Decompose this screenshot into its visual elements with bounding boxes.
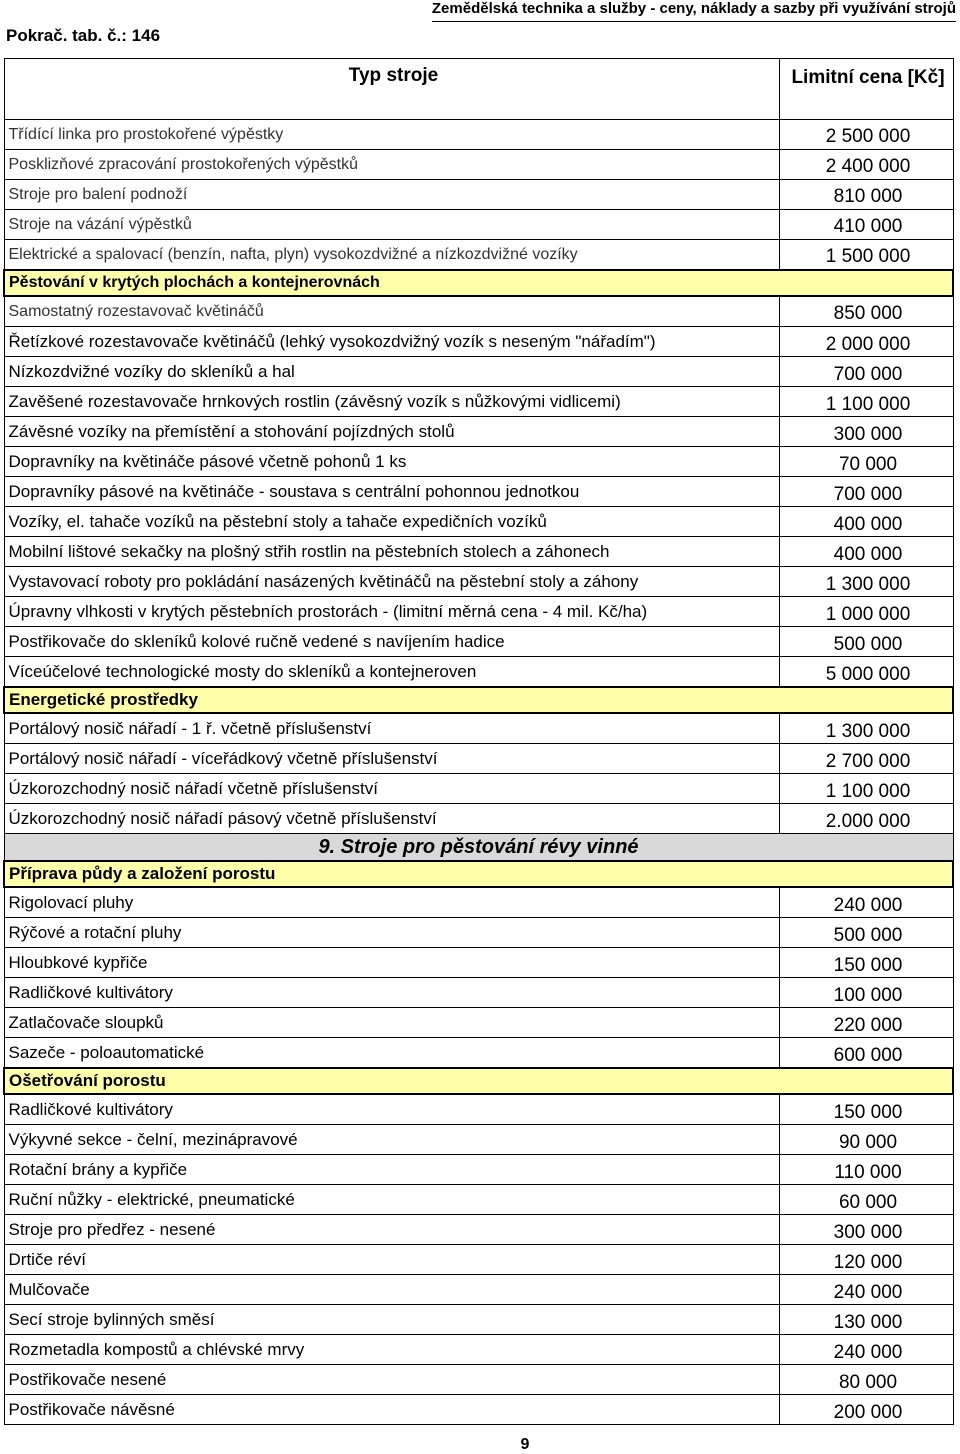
limit-price-cell: 850 000 (779, 296, 953, 327)
table-row (4, 1185, 953, 1215)
machine-type-cell: Nízkozdvižné vozíky do skleníků a hal (4, 357, 779, 387)
table-row (4, 1365, 953, 1395)
table-row (4, 597, 953, 627)
price-table (3, 58, 954, 1425)
machine-type-cell: Samostatný rozestavovač květináčů (4, 296, 779, 327)
table-row (4, 713, 953, 744)
column-header-price: Limitní cena [Kč] (779, 59, 953, 120)
limit-price-cell: 240 000 (779, 1335, 953, 1365)
table-row (4, 477, 953, 507)
page-number: 9 (520, 1436, 530, 1453)
limit-price-cell: 5 000 000 (779, 657, 953, 688)
table-row (4, 210, 953, 240)
machine-type-cell: Stroje pro balení podnoží (4, 180, 779, 210)
running-header: Zemědělská technika a služby - ceny, náklady a sazby při využívání strojů (432, 0, 956, 22)
machine-type-cell: Portálový nosič nářadí - víceřádkový včetně příslušenství (4, 744, 779, 774)
machine-type-cell: Secí stroje bylinných směsí (4, 1305, 779, 1335)
section-heading-greenhouse-label: Pěstování v krytých plochách a kontejnerovnách (4, 270, 953, 296)
table-row (4, 657, 953, 688)
limit-price-cell: 300 000 (779, 1215, 953, 1245)
machine-type-cell: Stroje pro předřez - nesené (4, 1215, 779, 1245)
table-row (4, 357, 953, 387)
limit-price-cell: 1 100 000 (779, 387, 953, 417)
limit-price-cell: 150 000 (779, 1094, 953, 1125)
machine-type-cell: Postřikovače do skleníků kolové ručně vedené s navíjením hadice (4, 627, 779, 657)
limit-price-cell: 240 000 (779, 887, 953, 918)
limit-price-cell: 300 000 (779, 417, 953, 447)
table-row (4, 1305, 953, 1335)
table-row (4, 567, 953, 597)
limit-price-cell: 400 000 (779, 537, 953, 567)
limit-price-cell: 500 000 (779, 918, 953, 948)
chapter-heading-label: 9. Stroje pro pěstování révy vinné (4, 834, 953, 862)
machine-type-cell: Rýčové a rotační pluhy (4, 918, 779, 948)
table-row (4, 774, 953, 804)
machine-type-cell: Rotační brány a kypřiče (4, 1155, 779, 1185)
section-heading-soil-label: Příprava půdy a založení porostu (4, 861, 953, 887)
table-row (4, 804, 953, 834)
table-row (4, 1395, 953, 1425)
machine-type-cell: Sazeče - poloautomatické (4, 1038, 779, 1069)
machine-type-cell: Stroje na vázání výpěstků (4, 210, 779, 240)
limit-price-cell: 100 000 (779, 978, 953, 1008)
machine-type-cell: Třídící linka pro prostokořené výpěstky (4, 120, 779, 150)
limit-price-cell: 1 000 000 (779, 597, 953, 627)
table-header-row (4, 59, 953, 120)
machine-type-cell: Víceúčelové technologické mosty do skleníků a kontejneroven (4, 657, 779, 688)
limit-price-cell: 70 000 (779, 447, 953, 477)
machine-type-cell: Ruční nůžky - elektrické, pneumatické (4, 1185, 779, 1215)
limit-price-cell: 1 300 000 (779, 567, 953, 597)
limit-price-cell: 2 700 000 (779, 744, 953, 774)
machine-type-cell: Elektrické a spalovací (benzín, nafta, plyn) vysokozdvižné a nízkozdvižné vozíky (4, 240, 779, 271)
table-row (4, 417, 953, 447)
table-row (4, 447, 953, 477)
machine-type-cell: Radličkové kultivátory (4, 1094, 779, 1125)
table-row (4, 507, 953, 537)
table-row (4, 1155, 953, 1185)
machine-type-cell: Úzkorozchodný nosič nářadí pásový včetně příslušenství (4, 804, 779, 834)
table-row (4, 948, 953, 978)
machine-type-cell: Vozíky, el. tahače vozíků na pěstební stoly a tahače expedičních vozíků (4, 507, 779, 537)
limit-price-cell: 600 000 (779, 1038, 953, 1069)
limit-price-cell: 1 100 000 (779, 774, 953, 804)
column-header-type: Typ stroje (4, 59, 779, 120)
table-row (4, 1094, 953, 1125)
machine-type-cell: Postřikovače nesené (4, 1365, 779, 1395)
table-row (4, 1125, 953, 1155)
limit-price-cell: 110 000 (779, 1155, 953, 1185)
table-row (4, 387, 953, 417)
machine-type-cell: Posklizňové zpracování prostokořených výpěstků (4, 150, 779, 180)
limit-price-cell: 400 000 (779, 507, 953, 537)
limit-price-cell: 1 500 000 (779, 240, 953, 271)
machine-type-cell: Mobilní lištové sekačky na plošný střih rostlin na pěstebních stolech a záhonech (4, 537, 779, 567)
limit-price-cell: 240 000 (779, 1275, 953, 1305)
machine-type-cell: Závěsné vozíky na přemístění a stohování pojízdných stolů (4, 417, 779, 447)
limit-price-cell: 2 500 000 (779, 120, 953, 150)
limit-price-cell: 130 000 (779, 1305, 953, 1335)
limit-price-cell: 1 300 000 (779, 713, 953, 744)
limit-price-cell: 500 000 (779, 627, 953, 657)
limit-price-cell: 220 000 (779, 1008, 953, 1038)
table-row (4, 240, 953, 271)
section-heading-care-label: Ošetřování porostu (4, 1068, 953, 1094)
table-row (4, 978, 953, 1008)
machine-type-cell: Radličkové kultivátory (4, 978, 779, 1008)
limit-price-cell: 2 000 000 (779, 327, 953, 357)
table-row (4, 1335, 953, 1365)
machine-type-cell: Dopravníky na květináče pásové včetně pohonů 1 ks (4, 447, 779, 477)
limit-price-cell: 150 000 (779, 948, 953, 978)
section-heading-soil (4, 861, 953, 887)
machine-type-cell: Rozmetadla kompostů a chlévské mrvy (4, 1335, 779, 1365)
machine-type-cell: Hloubkové kypřiče (4, 948, 779, 978)
machine-type-cell: Postřikovače návěsné (4, 1395, 779, 1425)
table-row (4, 180, 953, 210)
chapter-heading (4, 834, 953, 862)
machine-type-cell: Vystavovací roboty pro pokládání nasázených květináčů na pěstební stoly a záhony (4, 567, 779, 597)
limit-price-cell: 90 000 (779, 1125, 953, 1155)
machine-type-cell: Výkyvné sekce - čelní, mezinápravové (4, 1125, 779, 1155)
machine-type-cell: Mulčovače (4, 1275, 779, 1305)
machine-type-cell: Portálový nosič nářadí - 1 ř. včetně příslušenství (4, 713, 779, 744)
table-row (4, 1275, 953, 1305)
limit-price-cell: 810 000 (779, 180, 953, 210)
limit-price-cell: 80 000 (779, 1365, 953, 1395)
table-row (4, 1008, 953, 1038)
table-row (4, 627, 953, 657)
table-row (4, 1245, 953, 1275)
limit-price-cell: 2 400 000 (779, 150, 953, 180)
machine-type-cell: Úzkorozchodný nosič nářadí včetně příslušenství (4, 774, 779, 804)
table-row (4, 327, 953, 357)
table-row (4, 537, 953, 567)
table-row (4, 150, 953, 180)
limit-price-cell: 410 000 (779, 210, 953, 240)
limit-price-cell: 120 000 (779, 1245, 953, 1275)
table-row (4, 120, 953, 150)
table-row (4, 918, 953, 948)
table-continuation-label: Pokrač. tab. č.: 146 (6, 26, 161, 45)
machine-type-cell: Drtiče réví (4, 1245, 779, 1275)
limit-price-cell: 700 000 (779, 357, 953, 387)
table-row (4, 1215, 953, 1245)
section-heading-energy (4, 687, 953, 713)
machine-type-cell: Úpravny vlhkosti v krytých pěstebních prostorách - (limitní měrná cena - 4 mil. Kč/ha) (4, 597, 779, 627)
table-row (4, 744, 953, 774)
limit-price-cell: 200 000 (779, 1395, 953, 1425)
section-heading-energy-label: Energetické prostředky (4, 687, 953, 713)
table-row (4, 296, 953, 327)
table-row (4, 1038, 953, 1069)
limit-price-cell: 60 000 (779, 1185, 953, 1215)
section-heading-care (4, 1068, 953, 1094)
machine-type-cell: Rigolovací pluhy (4, 887, 779, 918)
section-heading-greenhouse (4, 270, 953, 296)
machine-type-cell: Dopravníky pásové na květináče - soustava s centrální pohonnou jednotkou (4, 477, 779, 507)
limit-price-cell: 2.000 000 (779, 804, 953, 834)
machine-type-cell: Zavěšené rozestavovače hrnkových rostlin (závěsný vozík s nůžkovými vidlicemi) (4, 387, 779, 417)
table-row (4, 887, 953, 918)
machine-type-cell: Řetízkové rozestavovače květináčů (lehký vysokozdvižný vozík s neseným "nářadím") (4, 327, 779, 357)
limit-price-cell: 700 000 (779, 477, 953, 507)
machine-type-cell: Zatlačovače sloupků (4, 1008, 779, 1038)
